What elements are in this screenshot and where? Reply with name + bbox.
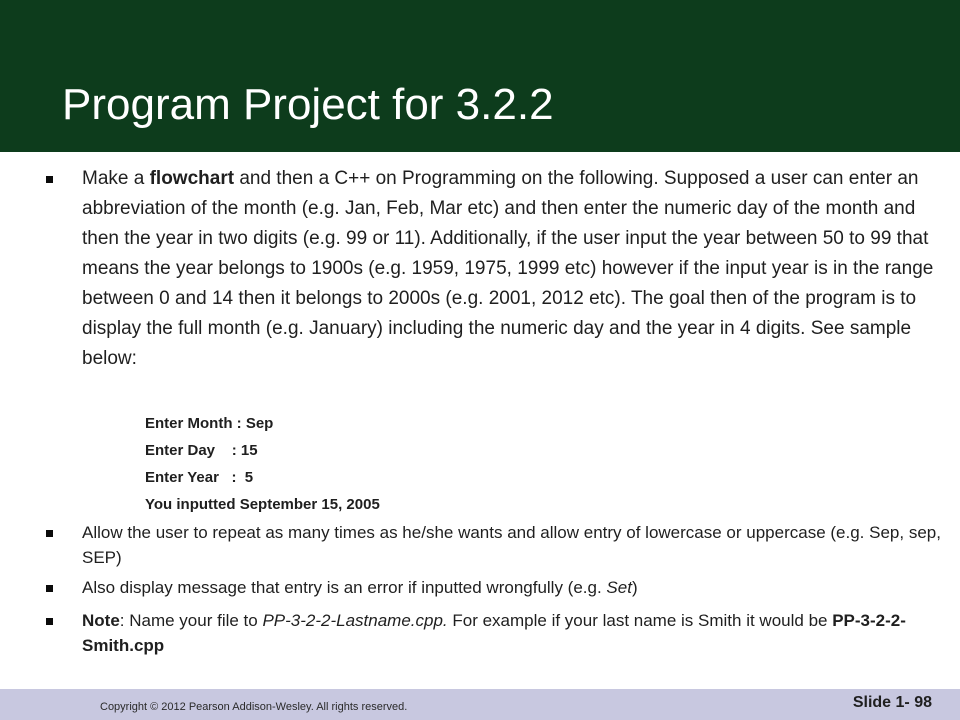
note-file-pattern: PP-3-2-2-Lastname.cpp. xyxy=(262,611,448,630)
sample-line-label: You inputted September 15, 2005 xyxy=(145,496,380,513)
main-paragraph-text-2: and then a C++ on Programming on the following. Supposed a user can enter an abbreviation of the month (e.g. Jan, Feb, Mar etc) and then enter the numeric day of the month and then the year in two digits (e.g. 99 or 11). Additionally, if the user input the year between 50 to 99 that means the year belongs to 1900s (e.g. 1959, 1975, 1999 etc) however if the input year is in the range between 0 and 14 then it belongs to 2000s (e.g. 2001, 2012 etc). The goal then of the program is to display the full month (e.g. January) including the numeric day and the year in 4 digits. See sample below: xyxy=(82,168,934,369)
bullet-error-example: Set xyxy=(606,578,632,597)
bullet-error-message xyxy=(82,575,942,600)
note-text-2: For example if your last name is Smith it would be xyxy=(447,611,833,630)
bullet-error-end: ) xyxy=(631,578,638,597)
slide-number: Slide 1- 98 xyxy=(852,694,932,711)
sample-line-value: : 15 xyxy=(215,442,258,459)
sample-line-label: Enter Year xyxy=(145,469,219,486)
sample-line-label: Enter Day xyxy=(145,442,216,459)
sample-line xyxy=(145,464,380,491)
bullet-marker xyxy=(46,530,53,537)
bullet-marker xyxy=(46,618,53,625)
slide-title: Program Project for 3.2.2 xyxy=(62,80,554,129)
title-bar xyxy=(0,0,960,152)
main-paragraph-text-1: Make a xyxy=(82,168,150,189)
bullet-error-text: Also display message that entry is an error if inputted wrongfully (e.g. xyxy=(82,578,607,597)
copyright-text: Copyright © 2012 Pearson Addison-Wesley. All rights reserved. xyxy=(100,701,408,713)
note-label: Note xyxy=(82,611,120,630)
sample-line xyxy=(145,410,380,437)
main-paragraph-bold-flowchart: flowchart xyxy=(149,168,235,189)
bullet-marker xyxy=(46,176,53,183)
sample-line-value: : 5 xyxy=(218,469,254,486)
bullet-note xyxy=(82,608,942,658)
footer-bar xyxy=(0,689,960,720)
sample-line xyxy=(145,437,380,464)
note-text-1: : Name your file to xyxy=(119,611,263,630)
sample-line-label: Enter Month xyxy=(145,415,233,432)
note-file-example: PP-3-2-2-Smith.cpp xyxy=(82,611,906,655)
main-paragraph xyxy=(82,164,942,374)
bullet-marker xyxy=(46,585,53,592)
bullet-repeat-entry: Allow the user to repeat as many times as he/she wants and allow entry of lowercase or uppercase (e.g. Sep, sep, SEP) xyxy=(82,523,941,567)
sample-line xyxy=(145,491,380,518)
sample-line-value: : Sep xyxy=(232,415,274,432)
sample-output xyxy=(145,410,380,518)
